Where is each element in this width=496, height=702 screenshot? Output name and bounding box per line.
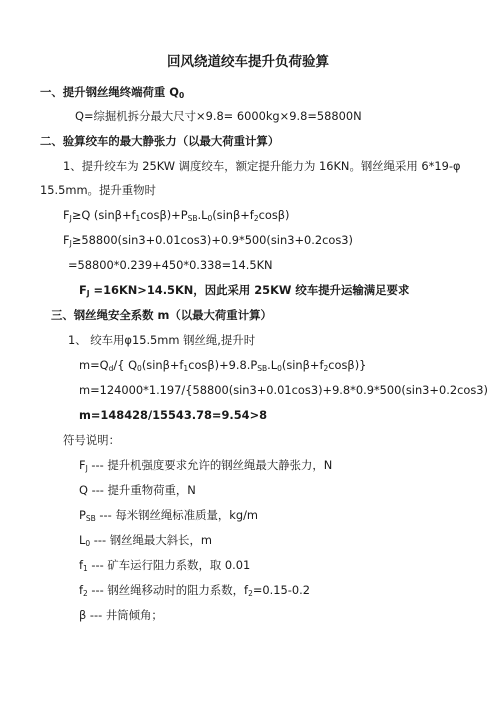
rope-paragraph: 1、 绞车用φ15.5mm 钢丝绳,提升时 [68, 333, 256, 347]
safety-factor-substitution: m=124000*1.197/{58800(sin3+0.01cos3)+9.8*0.9*500(sin3+0.2cos3) [79, 383, 488, 397]
section-3-heading: 三、钢丝绳安全系数 m（以最大荷重计算） [51, 308, 272, 322]
safety-factor-result: m=148428/15543.78=9.54>8 [79, 408, 268, 422]
symbol-beta: β --- 井筒倾角； [79, 608, 163, 622]
symbol-psb: $P_{SB}$ --- 每米钢丝绳标准质量，kg/m [79, 508, 259, 523]
safety-factor-formula: $m=Q_d/${ $Q_0(\sin\beta+f_1\cos\beta)+9.8.P_{SB}.L_0(\sin\beta+f_2\cos\beta)$} [79, 358, 367, 373]
document-title: 回风绕道绞车提升负荷验算 [167, 54, 329, 70]
section-2-heading: 二、验算绞车的最大静张力（以最大荷重计算） [40, 134, 280, 148]
section-1-heading: 一、提升钢丝绳终端荷重 $Q_0$ [40, 85, 185, 100]
tension-conclusion: $F_J =16KN>14.5KN$，因此采用 25KW 绞车提升运输满足要求 [79, 283, 410, 298]
symbol-l0: $L_0$ --- 钢丝绳最大斜长，m [79, 533, 212, 548]
symbol-f2: $f_2$ --- 钢丝绳移动时的阻力系数，$f_2=0.15-0.2$ [79, 583, 310, 598]
winch-paragraph-line-2: 15.5mm。提升重物时 [40, 183, 156, 197]
tension-substitution: $F_J\ge 58800(\sin 3+0.01\cos 3)+0.9*500(\sin 3+0.2\cos 3)$ [63, 233, 353, 248]
symbols-heading: 符号说明： [63, 433, 120, 447]
symbol-fj: $F_J$ --- 提升机强度要求允许的钢丝绳最大静张力，N [79, 458, 333, 473]
symbol-f1: $f_1$ --- 矿车运行阻力系数，取 0.01 [79, 558, 251, 573]
load-equation: Q=综掘机拆分最大尺寸×9.8= 6000kg×9.8=58800N [75, 109, 362, 123]
tension-formula: $F_J\ge Q$ $(\sin\beta+f_1\cos\beta)+P_{SB}.L_0(\sin\beta+f_2\cos\beta)$ [63, 208, 290, 223]
symbol-q: Q --- 提升重物荷重，N [79, 483, 196, 497]
tension-result: =58800*0.239+450*0.338=14.5KN [68, 258, 273, 272]
winch-paragraph-line-1: 1、提升绞车为 25KW 调度绞车，额定提升能力为 16KN。钢丝绳采用 6*19-φ [63, 159, 461, 173]
